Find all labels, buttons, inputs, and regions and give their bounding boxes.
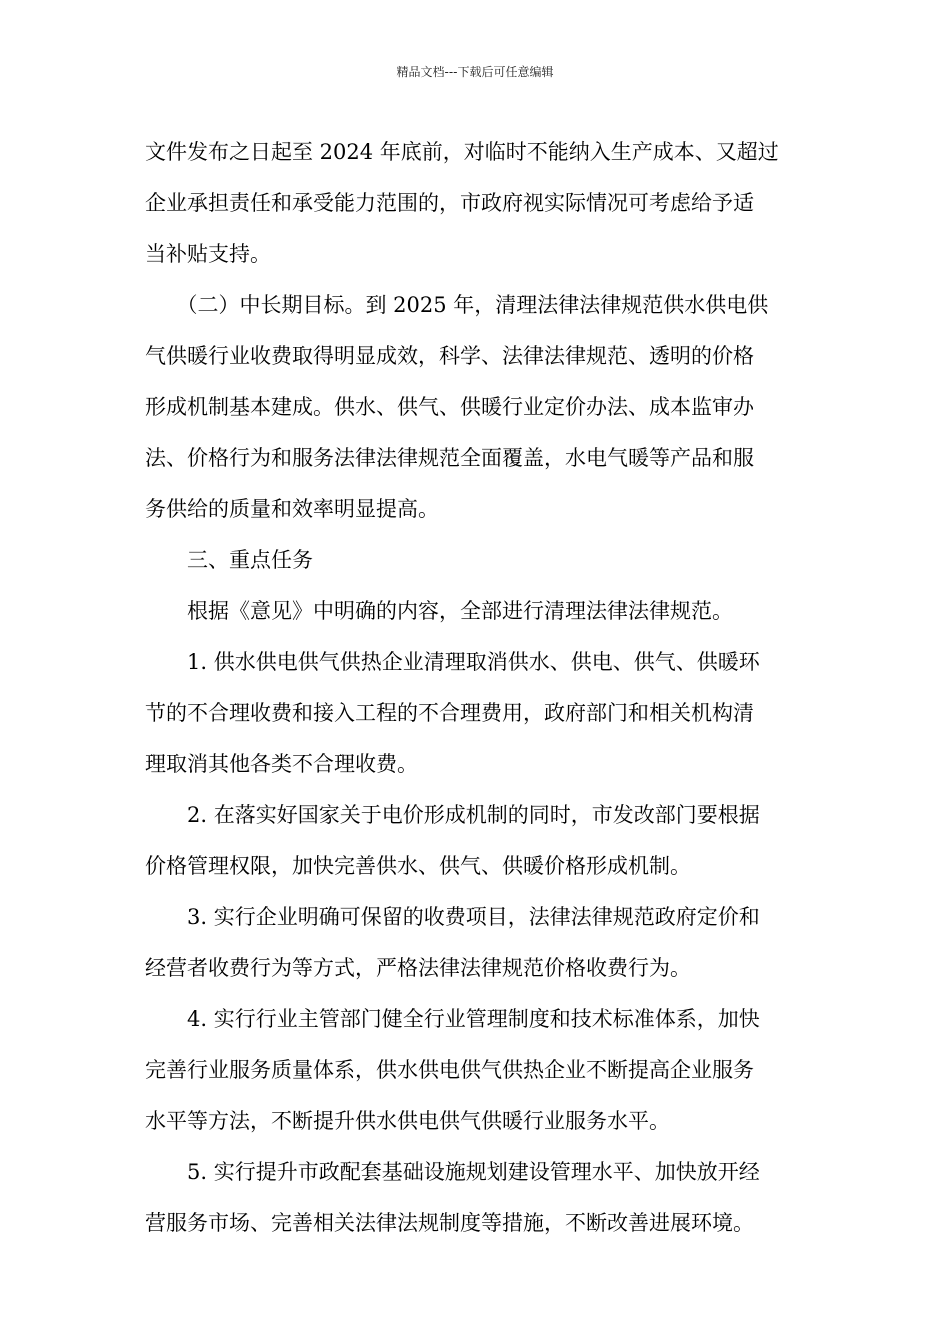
body-line: 营服务市场、完善相关法律法规制度等措施，不断改善进展环境。 (145, 1211, 754, 1235)
body-line: 完善行业服务质量体系，供水供电供气供热企业不断提高企业服务 (145, 1058, 754, 1082)
body-line: 法、价格行为和服务法律法律规范全面覆盖，水电气暖等产品和服 (145, 446, 754, 470)
body-line: 5. 实行提升市政配套基础设施规划建设管理水平、加快放开经 (145, 1160, 760, 1184)
body-line: 务供给的质量和效率明显提高。 (145, 497, 439, 521)
body-line: 节的不合理收费和接入工程的不合理费用，政府部门和相关机构清 (145, 701, 754, 725)
body-line: （二）中长期目标。到 2025 年，清理法律法律规范供水供电供 (145, 293, 769, 317)
body-line: 根据《意见》中明确的内容，全部进行清理法律法律规范。 (145, 599, 733, 623)
body-line: 经营者收费行为等方式，严格法律法律规范价格收费行为。 (145, 956, 691, 980)
body-line: 形成机制基本建成。供水、供气、供暖行业定价办法、成本监审办 (145, 395, 754, 419)
body-line: 文件发布之日起至 2024 年底前，对临时不能纳入生产成本、又超过 (145, 140, 779, 164)
document-body (145, 127, 807, 1249)
page-header: 精品文档---下载后可任意编辑 (396, 65, 554, 79)
body-line: 2. 在落实好国家关于电价形成机制的同时，市发改部门要根据 (145, 803, 760, 827)
section-heading: 三、重点任务 (145, 548, 313, 572)
body-line: 理取消其他各类不合理收费。 (145, 752, 418, 776)
body-line: 4. 实行行业主管部门健全行业管理制度和技术标准体系，加快 (145, 1007, 760, 1031)
body-line: 1. 供水供电供气供热企业清理取消供水、供电、供气、供暖环 (145, 650, 760, 674)
body-line: 水平等方法，不断提升供水供电供气供暖行业服务水平。 (145, 1109, 670, 1133)
body-line: 价格管理权限，加快完善供水、供气、供暖价格形成机制。 (145, 854, 691, 878)
body-line: 企业承担责任和承受能力范围的，市政府视实际情况可考虑给予适 (145, 191, 754, 215)
body-line: 3. 实行企业明确可保留的收费项目，法律法律规范政府定价和 (145, 905, 760, 929)
body-line: 气供暖行业收费取得明显成效，科学、法律法律规范、透明的价格 (145, 344, 754, 368)
body-line: 当补贴支持。 (145, 242, 271, 266)
